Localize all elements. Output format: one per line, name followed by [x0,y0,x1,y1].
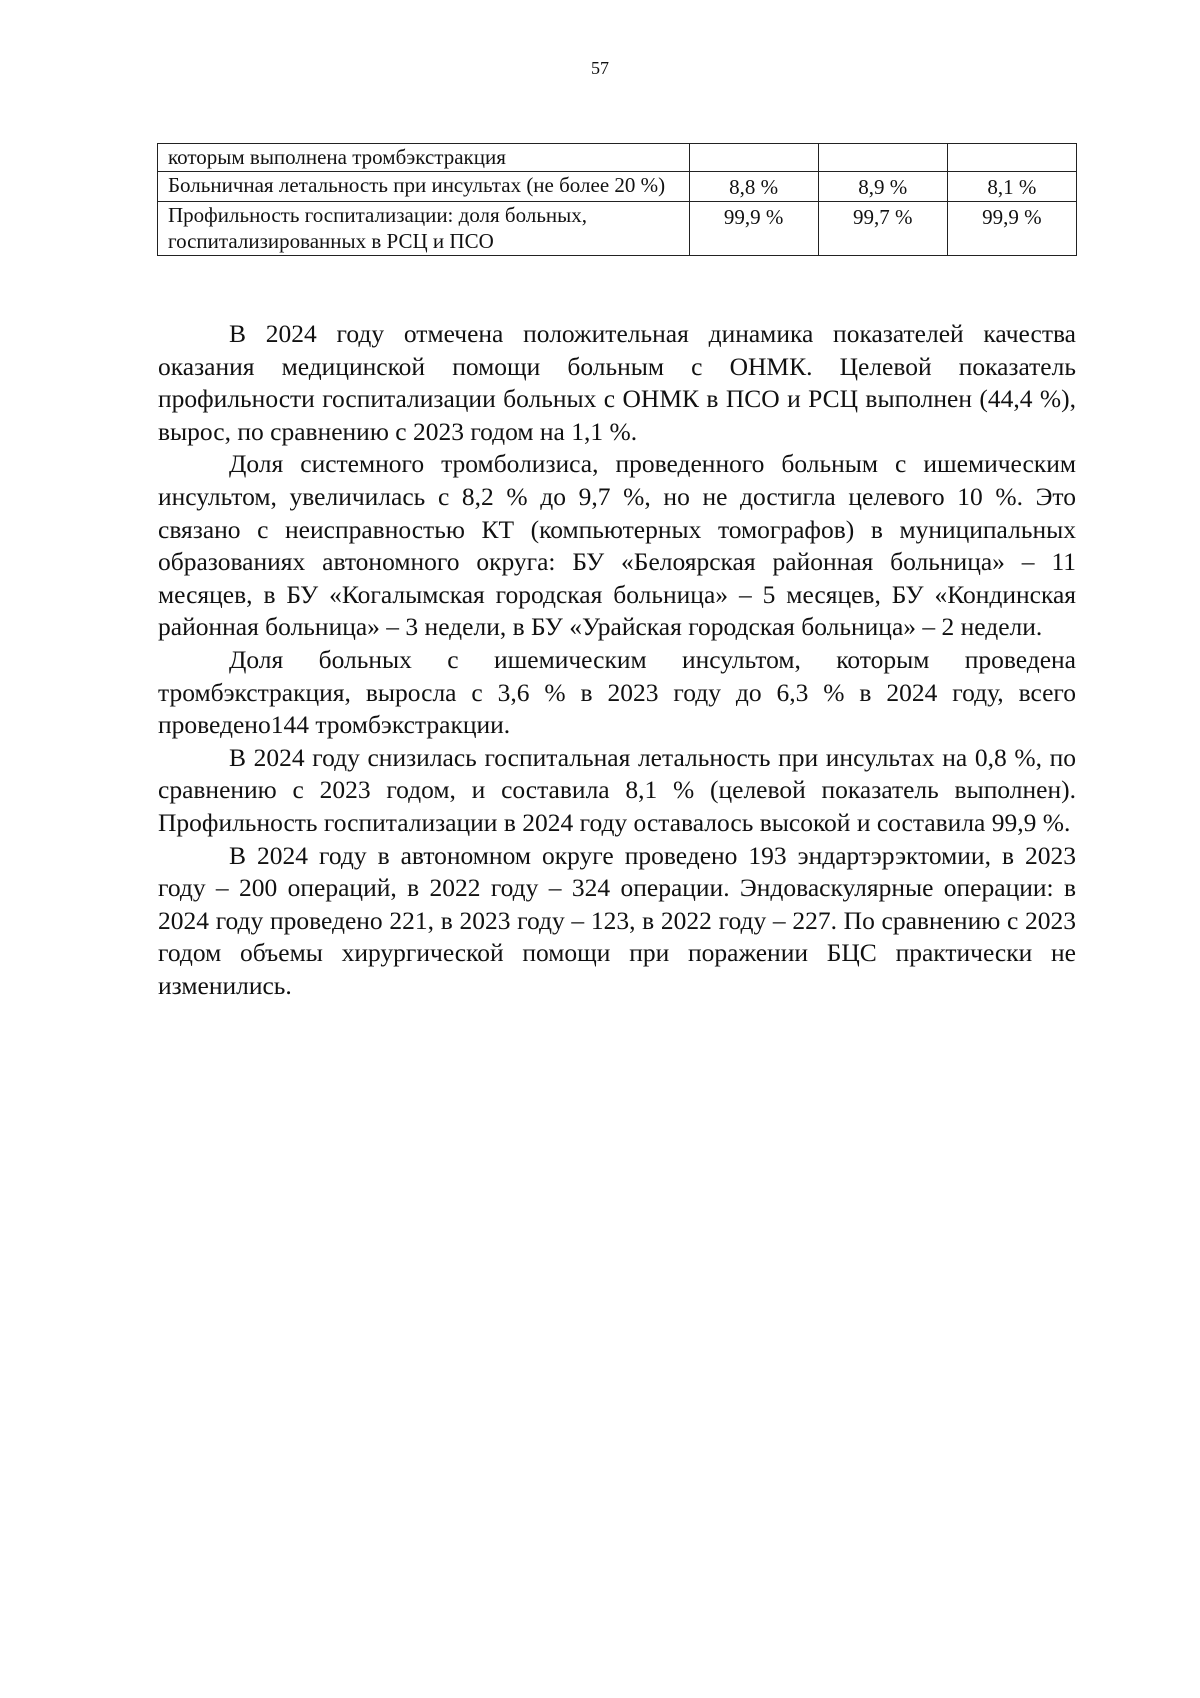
paragraph: Доля системного тромболизиса, проведенного больным с ишемическим инсультом, увеличилась с 8,2 % до 9,7 %, но не достигла целевого 10 %. Это связано с неисправностью КТ (компьютерных томографов) в муниципальных образованиях автономного округа: БУ «Белоярская районная больница» – 11 месяцев, в БУ «Когалымская городская больница» – 5 месяцев, БУ «Кондинская районная больница» – 3 недели, в БУ «Урайская городская больница» – 2 недели. [158,449,1076,642]
table-row [158,172,1077,202]
table-cell-value: 99,9 % [689,202,818,256]
body-text [158,318,1076,1002]
table-cell-value [947,144,1076,172]
paragraph: В 2024 году отмечена положительная динамика показателей качества оказания медицинской помощи больным с ОНМК. Целевой показатель профильности госпитализации больных с ОНМК в ПСО и РСЦ выполнен (44,4 %), вырос, по сравнению с 2023 годом на 1,1 %. [158,319,1076,446]
table-cell-value [818,144,947,172]
table-cell-value: 8,1 % [947,172,1076,202]
table-cell-label: Профильность госпитализации: доля больных, госпитализированных в РСЦ и ПСО [158,202,690,256]
table-cell-value: 99,9 % [947,202,1076,256]
table-cell-value [689,144,818,172]
table-row [158,202,1077,256]
paragraph: Доля больных с ишемическим инсультом, которым проведена тромбэкстракция, выросла с 3,6 % в 2023 году до 6,3 % в 2024 году, всего проведено144 тромбэкстракции. [158,644,1076,740]
page-number: 57 [591,58,609,78]
indicators-table [157,143,1077,256]
table-cell-value: 8,9 % [818,172,947,202]
table-cell-value: 8,8 % [689,172,818,202]
paragraph: В 2024 году снизилась госпитальная летальность при инсультах на 0,8 %, по сравнению с 2023 годом, и составила 8,1 % (целевой показатель выполнен). Профильность госпитализации в 2024 году оставалось высокой и составила 99,9 %. [158,742,1076,837]
table-row [158,144,1077,172]
table-cell-label: которым выполнена тромбэкстракция [158,144,690,172]
paragraph: В 2024 году в автономном округе проведено 193 эндартэрэктомии, в 2023 году – 200 операций, в 2022 году – 324 операции. Эндоваскулярные операции: в 2024 году проведено 221, в 2023 году – 123, в 2022 году – 227. По сравнению с 2023 годом объемы хирургической помощи при поражении БЦС практически не изменились. [158,840,1076,1000]
table-cell-value: 99,7 % [818,202,947,256]
table-cell-label: Больничная летальность при инсультах (не более 20 %) [158,172,690,202]
